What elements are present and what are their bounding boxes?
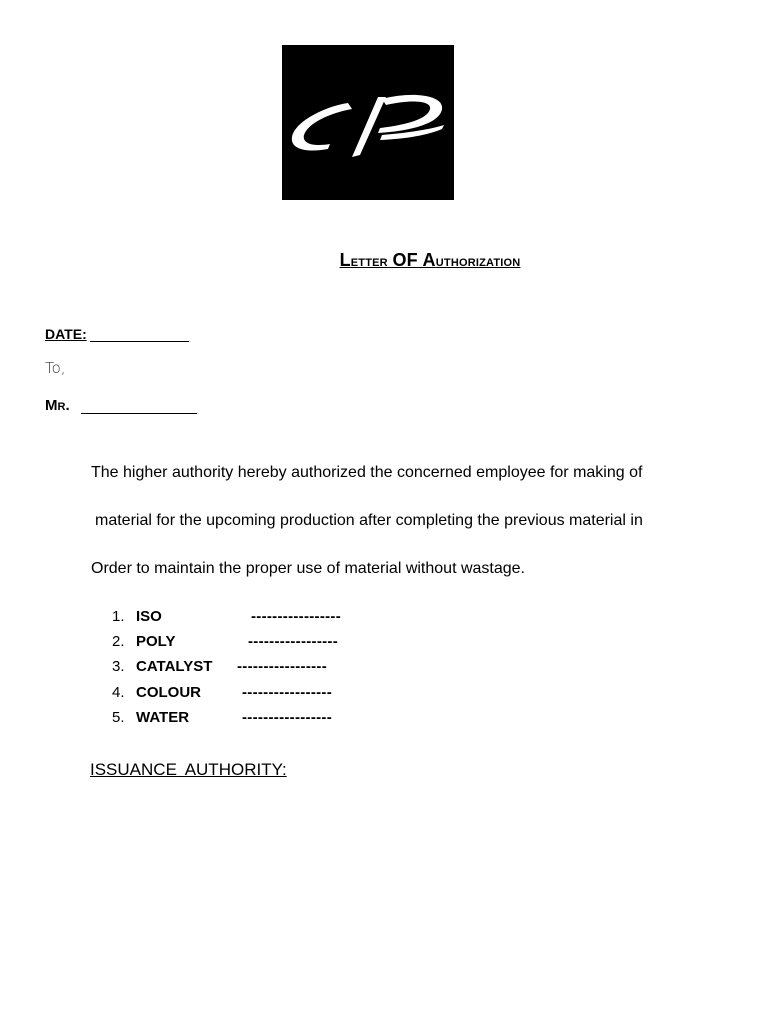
- material-name: WATER: [136, 708, 190, 726]
- company-logo: [282, 45, 454, 200]
- material-blank: -----------------: [242, 708, 333, 726]
- material-name: COLOUR: [136, 683, 201, 701]
- material-blank: -----------------: [237, 658, 328, 676]
- material-name: POLY: [136, 633, 176, 651]
- body-line-1: The higher authority hereby authorized the concerned employee for making of: [91, 464, 643, 481]
- date-blank-line: [90, 341, 189, 342]
- mr-label: Mr.: [45, 397, 70, 414]
- cp-logo-icon: [282, 45, 454, 200]
- to-label: To,: [45, 359, 66, 377]
- issuance-authority-label: ISSUANCE AUTHORITY:: [90, 760, 287, 779]
- material-name: CATALYST: [136, 658, 213, 676]
- letter-title: Letter OF Authorization: [339, 250, 521, 270]
- material-blank: -----------------: [251, 608, 342, 625]
- date-label: DATE:: [45, 326, 87, 342]
- body-line-2: material for the upcoming production after completing the previous material in: [95, 512, 643, 529]
- material-name: ISO: [136, 608, 162, 625]
- body-line-3: Order to maintain the proper use of material without wastage.: [91, 560, 525, 577]
- material-blank: -----------------: [248, 633, 339, 651]
- material-blank: -----------------: [242, 683, 333, 701]
- mr-blank-line: [81, 413, 197, 414]
